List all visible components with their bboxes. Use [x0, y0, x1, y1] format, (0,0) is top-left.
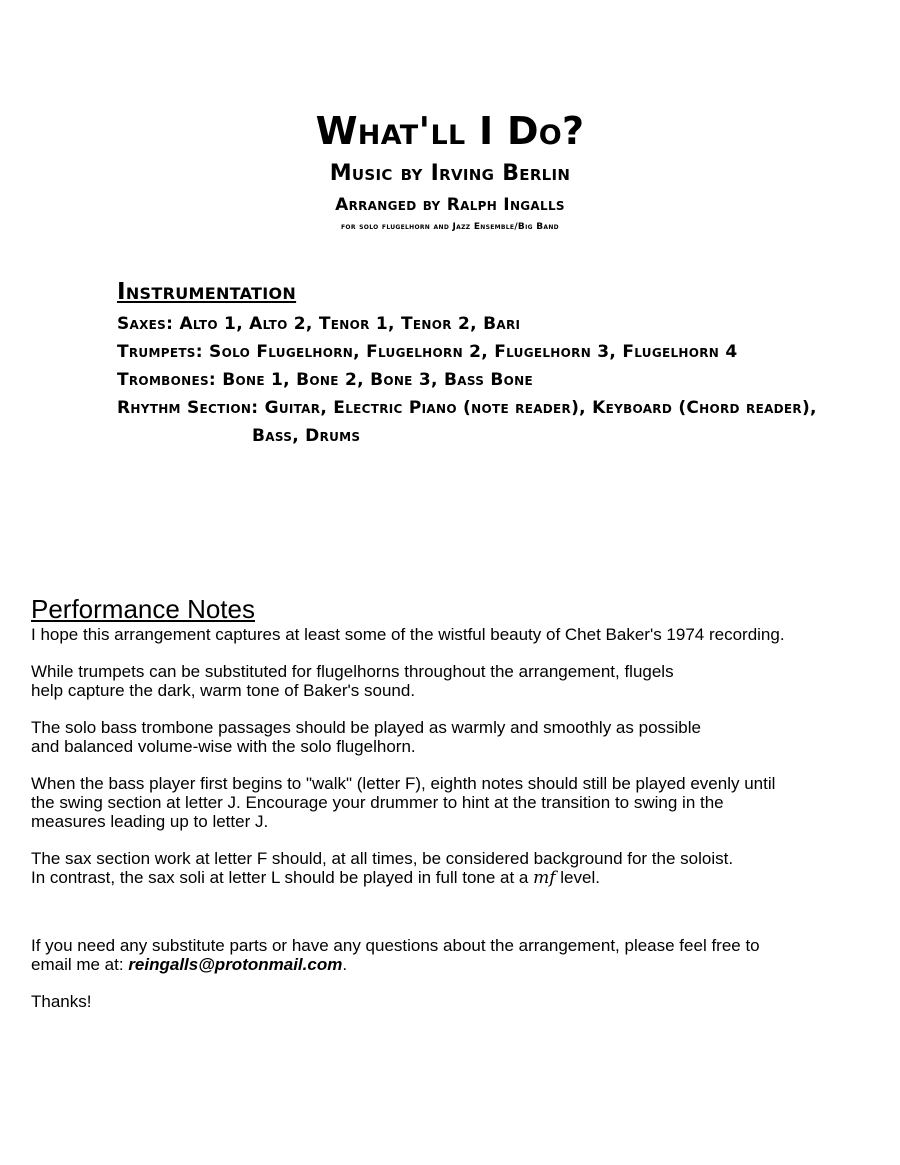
note-text: [31, 868, 881, 888]
trumpets-line: Trumpets: Solo Flugelhorn, Flugelhorn 2, Flugelhorn 3, Flugelhorn 4: [117, 342, 738, 362]
performance-notes-heading: Performance Notes: [31, 594, 255, 624]
note-paragraph-flugels: [31, 662, 881, 700]
note-text: and balanced volume-wise with the solo flugelhorn.: [31, 737, 416, 756]
note-text: Thanks!: [31, 992, 92, 1011]
note-text-segment: In contrast, the sax soli at letter L should be played in full tone at a: [31, 868, 534, 887]
score-title: What'll I Do?: [315, 109, 585, 153]
note-paragraph-contact: [31, 936, 881, 974]
composer-credit: Music by Irving Berlin: [329, 161, 571, 186]
note-text: The solo bass trombone passages should be played as warmly and smoothly as possible: [31, 718, 701, 737]
instrumentation-section: [117, 276, 877, 450]
note-text: help capture the dark, warm tone of Baker's sound.: [31, 681, 416, 700]
ensemble-subtitle: for solo flugelhorn and Jazz Ensemble/Big Band: [341, 222, 559, 232]
rhythm-line-continued: Bass, Drums: [252, 426, 361, 446]
performance-notes-section: [31, 593, 881, 1029]
dynamic-marking: mf: [533, 868, 556, 888]
arranger-credit: Arranged by Ralph Ingalls: [335, 195, 565, 215]
rhythm-line: Rhythm Section: Guitar, Electric Piano (note reader), Keyboard (Chord reader),: [117, 398, 817, 418]
instrumentation-heading: Instrumentation: [117, 279, 297, 305]
note-text-segment: email me at:: [31, 955, 129, 974]
closing-thanks: [31, 992, 881, 1011]
note-paragraph-walking-bass: [31, 774, 881, 831]
note-text: I hope this arrangement captures at least some of the wistful beauty of Chet Baker's 1974 recording.: [31, 625, 785, 644]
note-text: If you need any substitute parts or have any questions about the arrangement, please feel free to: [31, 936, 760, 955]
note-text: While trumpets can be substituted for flugelhorns throughout the arrangement, flugels: [31, 662, 674, 681]
note-paragraph-recording: [31, 625, 881, 644]
email-address: reingalls@protonmail.com: [128, 955, 343, 974]
note-text: the swing section at letter J. Encourage your drummer to hint at the transition to swing in the: [31, 793, 724, 812]
note-text: [31, 955, 881, 974]
note-text: measures leading up to letter J.: [31, 812, 269, 831]
note-text: When the bass player first begins to "walk" (letter F), eighth notes should still be played evenly until: [31, 774, 776, 793]
note-text-segment: .: [342, 955, 348, 974]
saxes-line: Saxes: Alto 1, Alto 2, Tenor 1, Tenor 2, Bari: [117, 314, 521, 334]
note-paragraph-bass-trombone: [31, 718, 881, 756]
note-paragraph-sax-section: [31, 849, 881, 888]
trombones-line: Trombones: Bone 1, Bone 2, Bone 3, Bass Bone: [117, 370, 534, 390]
note-text: The sax section work at letter F should, at all times, be considered background for the soloist.: [31, 849, 734, 868]
note-text-segment: level.: [555, 868, 600, 887]
